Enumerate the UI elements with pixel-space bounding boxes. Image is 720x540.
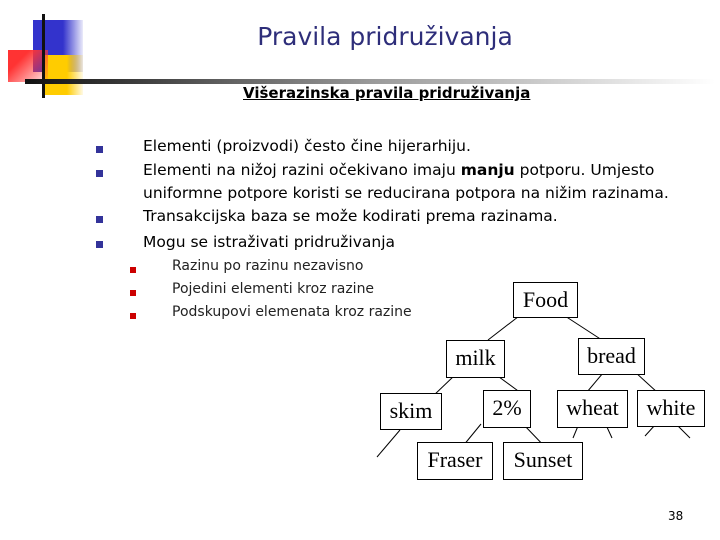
bullet-text: Elementi na nižoj razini očekivano imaju bbox=[143, 161, 461, 179]
bullet-item: Transakcijska baza se može kodirati prema razinama. bbox=[143, 207, 558, 225]
sub-bullet-item: Podskupovi elemenata kroz razine bbox=[172, 304, 412, 320]
sub-bullet-item: Razinu po razinu nezavisno bbox=[172, 258, 364, 274]
tree-node-2pct: 2% bbox=[483, 390, 531, 428]
tree-node-food: Food bbox=[513, 282, 578, 318]
tree-node-bread: bread bbox=[578, 338, 645, 375]
bullet-bold-text: manju bbox=[460, 161, 515, 179]
slide-title: Pravila pridruživanja bbox=[257, 22, 513, 51]
bullet-item: Mogu se istraživati pridruživanja bbox=[143, 233, 396, 251]
slide-subtitle: Višerazinska pravila pridruživanja bbox=[243, 84, 531, 102]
bullet-text: uniformne potpore koristi se reducirana potpora na nižim razinama. bbox=[143, 184, 669, 202]
tree-node-fraser: Fraser bbox=[417, 442, 493, 480]
bullet-item: Elementi (proizvodi) često čine hijerarhiju. bbox=[143, 137, 471, 155]
tree-node-milk: milk bbox=[446, 340, 505, 378]
sub-bullet-item: Pojedini elementi kroz razine bbox=[172, 281, 375, 297]
tree-node-sunset: Sunset bbox=[503, 442, 583, 480]
tree-node-wheat: wheat bbox=[557, 390, 628, 428]
page-number: 38 bbox=[668, 509, 684, 523]
tree-node-white: white bbox=[637, 390, 705, 427]
tree-node-skim: skim bbox=[380, 393, 442, 430]
bullet-text: potporu. Umjesto bbox=[514, 161, 655, 179]
edge-skim-child bbox=[377, 430, 400, 457]
